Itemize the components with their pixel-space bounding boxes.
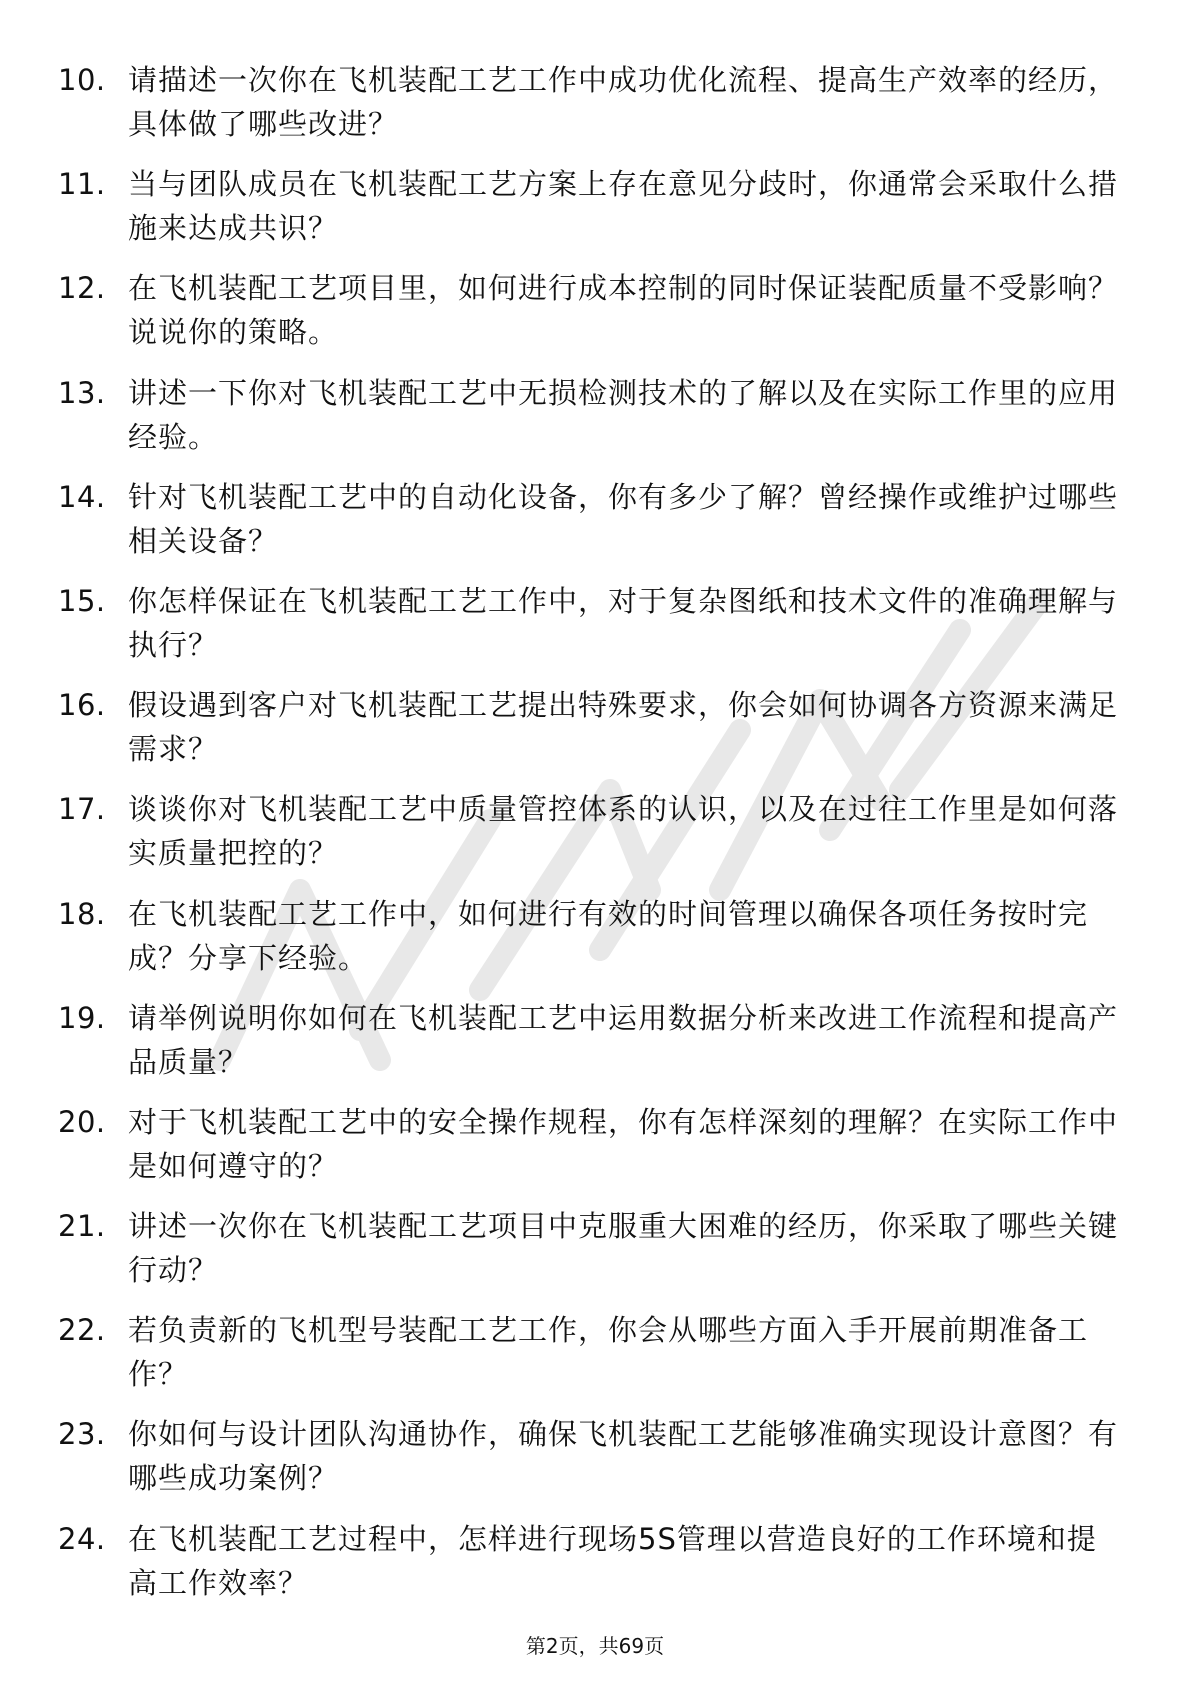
list-item — [58, 371, 1118, 475]
question-text: 讲述一次你在飞机装配工艺项目中克服重大困难的经历，你采取了哪些关键行动？ — [128, 1209, 1119, 1288]
question-text: 对于飞机装配工艺中的安全操作规程，你有怎样深刻的理解？在实际工作中是如何遵守的？ — [128, 1104, 1119, 1183]
question-text: 请举例说明你如何在飞机装配工艺中运用数据分析来改进工作流程和提高产品质量？ — [128, 1000, 1119, 1079]
list-item — [58, 58, 1118, 162]
list-item — [58, 266, 1118, 370]
question-number: 12. — [58, 271, 106, 306]
question-number: 19. — [58, 1000, 106, 1035]
question-number: 17. — [58, 792, 106, 827]
question-text: 在飞机装配工艺项目里，如何进行成本控制的同时保证装配质量不受影响？说说你的策略。 — [128, 271, 1119, 350]
question-text: 针对飞机装配工艺中的自动化设备，你有多少了解？曾经操作或维护过哪些相关设备？ — [128, 479, 1119, 558]
list-item — [58, 996, 1118, 1100]
list-item — [58, 892, 1118, 996]
question-number: 14. — [58, 479, 106, 514]
page-footer: 第2页，共69页 — [525, 1634, 665, 1658]
question-number: 16. — [58, 688, 106, 723]
question-text: 你怎样保证在飞机装配工艺工作中，对于复杂图纸和技术文件的准确理解与执行？ — [128, 583, 1119, 662]
question-number: 10. — [58, 63, 106, 97]
question-text: 讲述一下你对飞机装配工艺中无损检测技术的了解以及在实际工作里的应用经验。 — [128, 375, 1119, 454]
question-number: 13. — [58, 375, 106, 410]
list-item — [58, 1412, 1118, 1516]
question-number: 15. — [58, 583, 106, 618]
question-text: 当与团队成员在飞机装配工艺方案上存在意见分歧时，你通常会采取什么措施来达成共识？ — [128, 167, 1119, 246]
list-item — [58, 162, 1118, 266]
question-number: 18. — [58, 896, 106, 931]
list-item — [58, 1517, 1118, 1621]
question-number: 11. — [58, 167, 106, 202]
question-text: 请描述一次你在飞机装配工艺工作中成功优化流程、提高生产效率的经历，具体做了哪些改进？ — [128, 63, 1119, 141]
question-list — [58, 58, 1118, 1621]
question-number: 22. — [58, 1313, 106, 1348]
question-text: 在飞机装配工艺过程中，怎样进行现场5S管理以营造良好的工作环境和提高工作效率？ — [128, 1521, 1097, 1600]
question-text: 假设遇到客户对飞机装配工艺提出特殊要求，你会如何协调各方资源来满足需求？ — [128, 688, 1119, 767]
question-number: 23. — [58, 1417, 106, 1452]
list-item — [58, 1308, 1118, 1412]
question-text: 你如何与设计团队沟通协作，确保飞机装配工艺能够准确实现设计意图？有哪些成功案例？ — [128, 1417, 1119, 1496]
question-text: 在飞机装配工艺工作中，如何进行有效的时间管理以确保各项任务按时完成？分享下经验。 — [128, 896, 1089, 975]
list-item — [58, 1100, 1118, 1204]
list-item — [58, 787, 1118, 891]
question-text: 若负责新的飞机型号装配工艺工作，你会从哪些方面入手开展前期准备工作？ — [128, 1313, 1089, 1392]
question-number: 20. — [58, 1104, 106, 1139]
list-item — [58, 1204, 1118, 1308]
question-number: 24. — [58, 1521, 106, 1556]
list-item — [58, 579, 1118, 683]
question-text: 谈谈你对飞机装配工艺中质量管控体系的认识，以及在过往工作里是如何落实质量把控的？ — [128, 792, 1119, 871]
question-number: 21. — [58, 1209, 106, 1244]
list-item — [58, 683, 1118, 787]
list-item — [58, 475, 1118, 579]
